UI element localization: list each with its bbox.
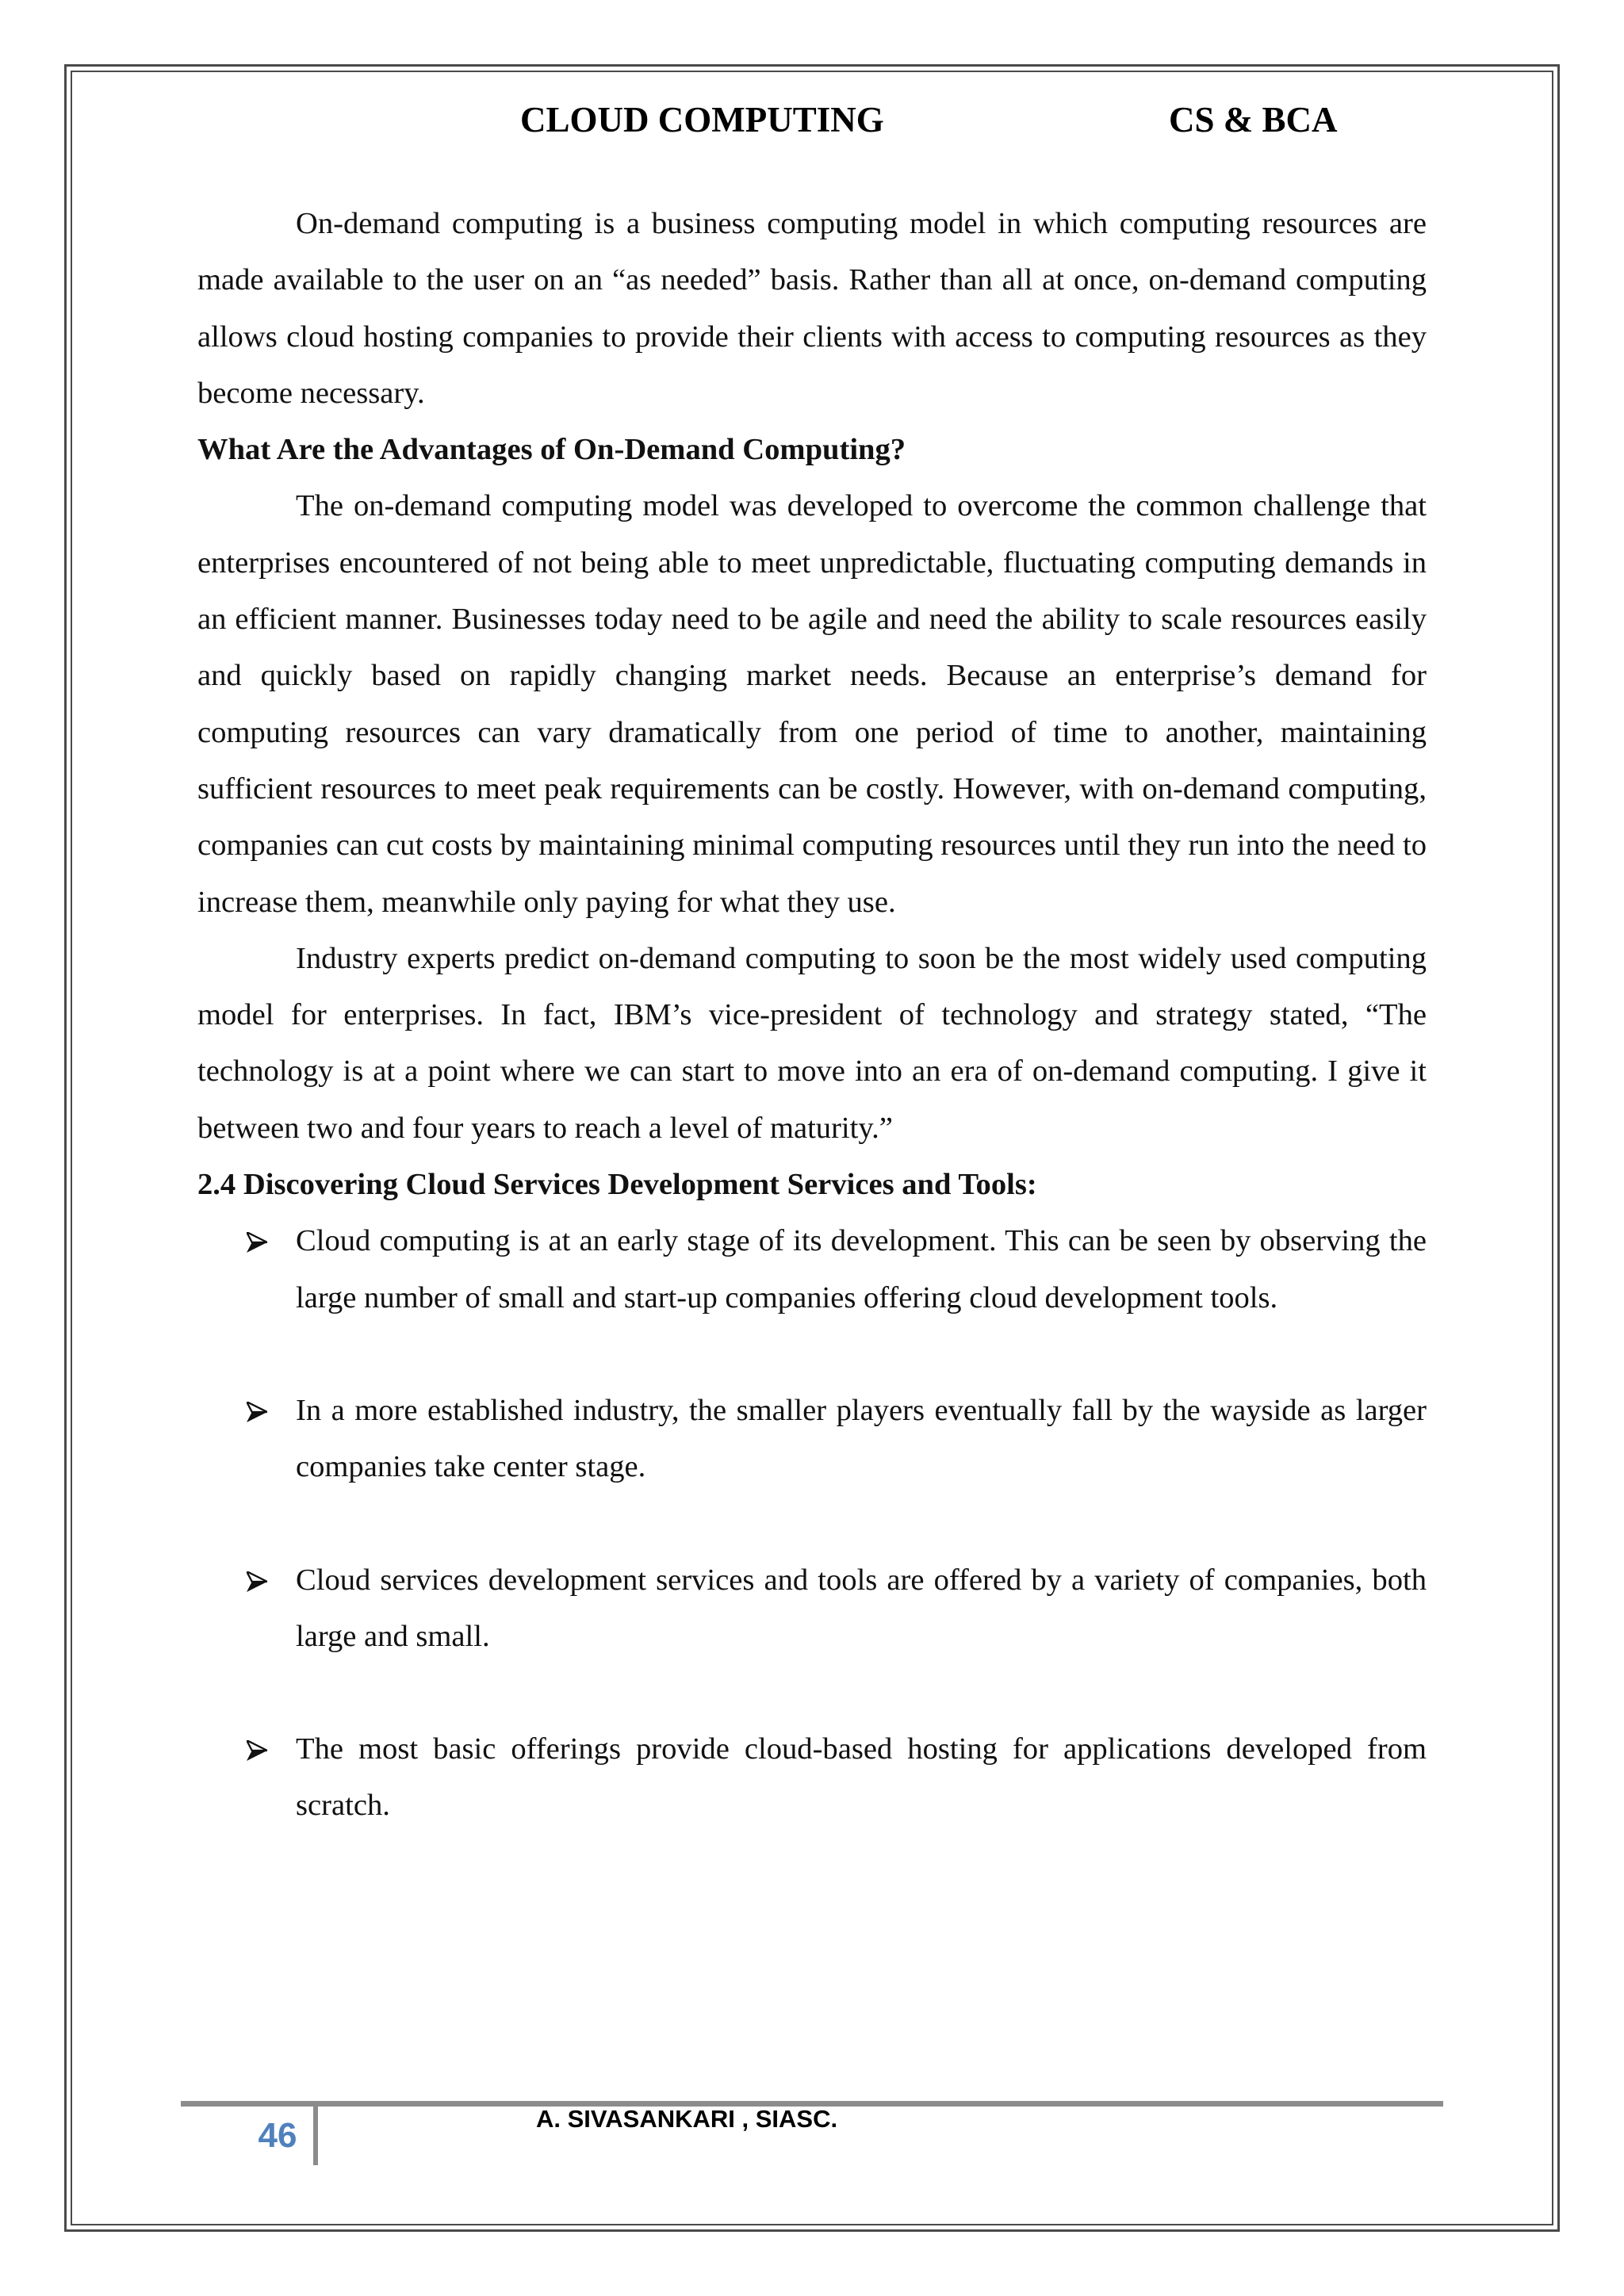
- section-heading-advantages: What Are the Advantages of On-Demand Computing?: [197, 433, 906, 467]
- bullet-item: [197, 1383, 1427, 1496]
- arrowhead-bullet-icon: [247, 1402, 267, 1422]
- paragraph-advantages: The on-demand computing model was developed to overcome the common challenge that enterprises encountered of not being able to meet unpredictable, fluctuating computing demands in an efficient manner. Businesses today need to be agile and need the ability to scale resources easily and quickly based on rapidly changing market needs. Because an enterprise’s demand for computing resources can vary dramatically from one period of time to another, maintaining sufficient resources to meet peak requirements can be costly. However, with on-demand computing, companies can cut costs by maintaining minimal computing resources until they run into the need to increase them, meanwhile only paying for what they use.: [197, 489, 1427, 919]
- header-course: CS & BCA: [1169, 100, 1338, 140]
- page-header: [0, 99, 1624, 147]
- bullet-item: [197, 1552, 1427, 1666]
- section-heading-2-4: 2.4 Discovering Cloud Services Development Services and Tools:: [197, 1168, 1037, 1202]
- header-title: CLOUD COMPUTING: [520, 100, 884, 140]
- paragraph-industry-experts: Industry experts predict on-demand computing to soon be the most widely used computing model for enterprises. In fact, IBM’s vice-president of technology and strategy stated, “The technology is at a point where we can start to move into an era of on-demand computing. I give it between two and four years to reach a level of maturity.”: [197, 941, 1427, 1145]
- paragraph-on-demand-definition: On-demand computing is a business computing model in which computing resources are made available to the user on an “as needed” basis. Rather than all at once, on-demand computing allows cloud hosting companies to provide their clients with access to computing resources as they become necessary.: [197, 207, 1427, 410]
- bullet-text: In a more established industry, the smaller players eventually fall by the wayside as larger companies take center stage.: [296, 1393, 1427, 1484]
- bullet-text: The most basic offerings provide cloud-based hosting for applications developed from scratch.: [296, 1732, 1427, 1823]
- arrowhead-bullet-icon: [247, 1740, 267, 1761]
- bullet-list: [197, 1213, 1427, 1834]
- arrowhead-bullet-icon: [247, 1232, 267, 1253]
- footer-author: A. SIVASANKARI , SIASC.: [536, 2105, 838, 2133]
- bullet-item: [197, 1721, 1427, 1835]
- bullet-item: [197, 1213, 1427, 1326]
- page-number: 46: [258, 2116, 297, 2155]
- page-number-box: [247, 2107, 318, 2165]
- arrowhead-bullet-icon: [247, 1571, 267, 1592]
- bullet-text: Cloud services development services and tools are offered by a variety of companies, both large and small.: [296, 1563, 1427, 1653]
- bullet-text: Cloud computing is at an early stage of its development. This can be seen by observing the large number of small and start-up companies offering cloud development tools.: [296, 1224, 1427, 1314]
- page-content: [197, 196, 1427, 1835]
